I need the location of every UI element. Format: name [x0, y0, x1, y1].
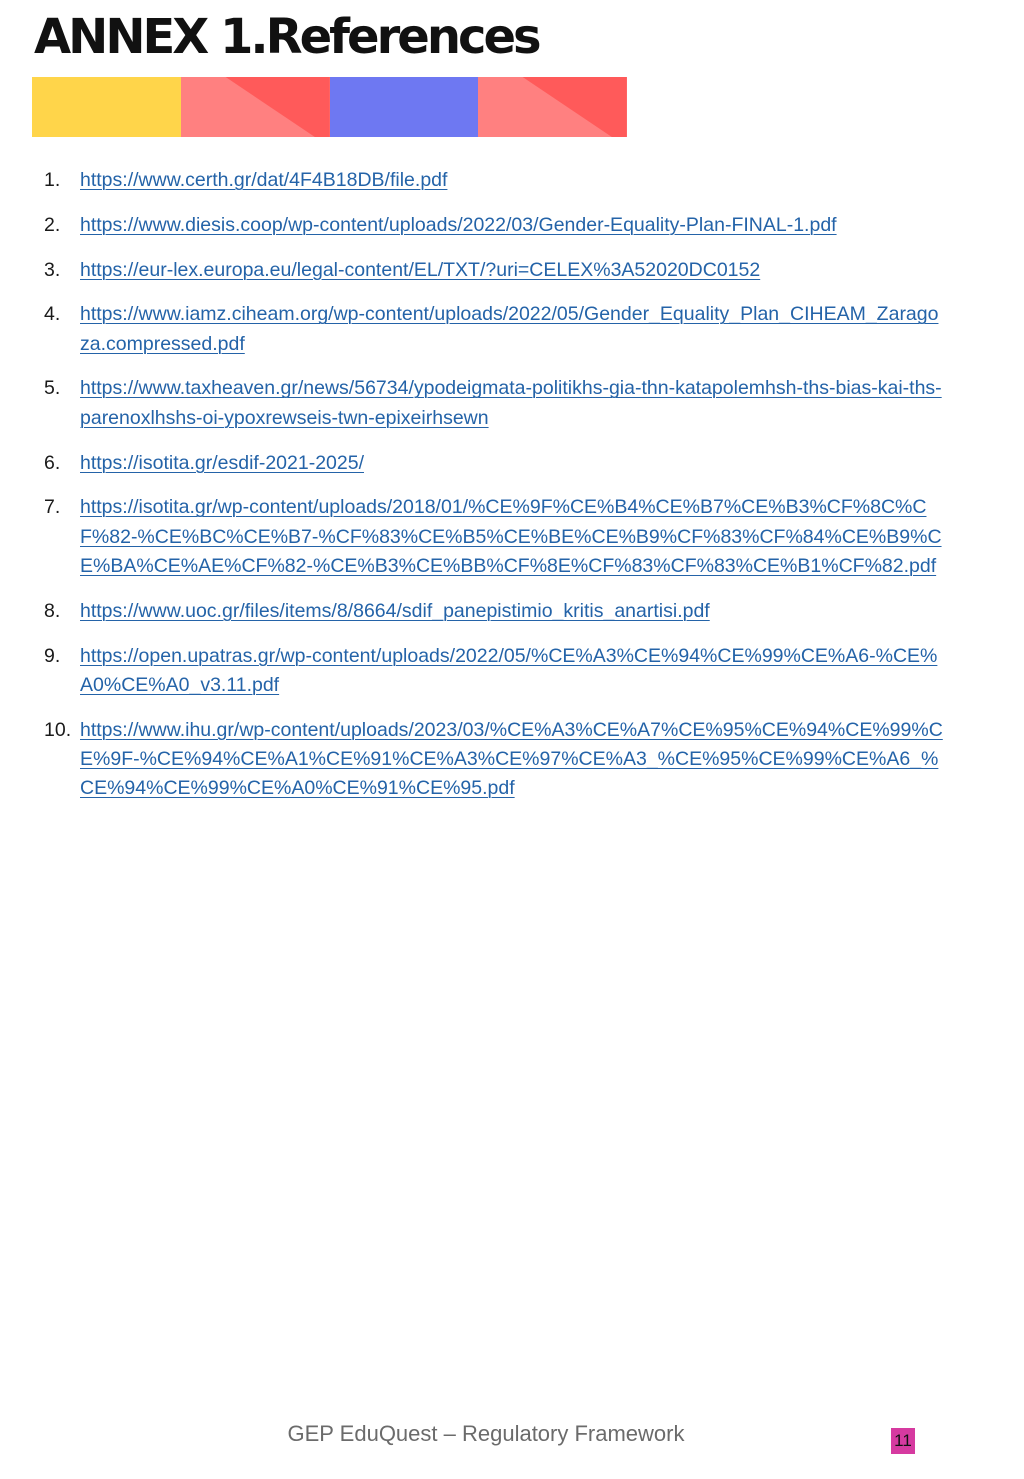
reference-item — [44, 166, 944, 195]
color-band-diagonal-shape — [478, 77, 627, 137]
color-band-segment — [181, 77, 330, 137]
reference-item — [44, 256, 944, 285]
reference-link[interactable]: https://isotita.gr/esdif-2021-2025/ — [80, 451, 364, 474]
reference-link[interactable]: https://open.upatras.gr/wp-content/uploads/2022/05/%CE%A3%CE%94%CE%99%CE%A6-%CE%A0%CE%A0_v3.11.pdf — [80, 644, 938, 696]
reference-item — [44, 449, 944, 478]
reference-link[interactable]: https://isotita.gr/wp-content/uploads/2018/01/%CE%9F%CE%B4%CE%B7%CE%B3%CF%8C%CF%82-%CE%BC%CE%B7-%CF%83%CE%B5%CE%BE%CE%B9%CF%83%CF%84%CE%B9%CE%BA%CE%AE%CF%82-%CE%B3%CE%BB%CF%8E%CF%83%CF%83%CE%B1%CF%82.pdf — [80, 496, 942, 577]
reference-item — [44, 374, 944, 433]
color-band-segment — [32, 77, 181, 137]
reference-number: 8. — [44, 599, 61, 622]
color-band-diagonal-triangle — [225, 77, 329, 137]
reference-number: 9. — [44, 644, 61, 667]
reference-number: 4. — [44, 303, 61, 326]
reference-item — [44, 300, 944, 359]
reference-item — [44, 211, 944, 240]
color-band-segment — [478, 77, 627, 137]
color-band-diagonal-shape — [181, 77, 330, 137]
reference-number: 3. — [44, 258, 61, 281]
reference-link[interactable]: https://eur-lex.europa.eu/legal-content/EL/TXT/?uri=CELEX%3A52020DC0152 — [80, 258, 761, 281]
decorative-color-band — [32, 77, 627, 137]
page-title: ANNEX 1.References — [34, 9, 539, 65]
reference-item — [44, 642, 944, 701]
page-number-badge: 11 — [891, 1428, 915, 1454]
reference-item — [44, 597, 944, 626]
footer-title: GEP EduQuest – Regulatory Framework — [287, 1421, 685, 1446]
reference-list — [44, 166, 944, 819]
color-band-segment — [330, 77, 479, 137]
reference-item — [44, 493, 944, 581]
reference-item — [44, 716, 944, 804]
color-band-diagonal-triangle — [523, 77, 627, 137]
reference-number: 1. — [44, 169, 61, 191]
reference-number: 10. — [44, 718, 72, 741]
reference-link[interactable]: https://www.uoc.gr/files/items/8/8664/sdif_panepistimio_kritis_anartisi.pdf — [80, 599, 710, 622]
reference-number: 5. — [44, 377, 61, 400]
reference-link[interactable]: https://www.certh.gr/dat/4F4B18DB/file.pdf — [80, 169, 448, 191]
reference-link[interactable]: https://www.taxheaven.gr/news/56734/ypodeigmata-politikhs-gia-thn-katapolemhsh-ths-bias-kai-ths-parenoxlhshs-oi-ypoxrewseis-twn-epixeirhsewn — [80, 377, 942, 429]
reference-number: 2. — [44, 213, 61, 236]
reference-link[interactable]: https://www.ihu.gr/wp-content/uploads/2023/03/%CE%A3%CE%A7%CE%95%CE%94%CE%99%CE%9F-%CE%94%CE%A1%CE%91%CE%A3%CE%97%CE%A3_%CE%95%CE%99%CE%A6_%CE%94%CE%99%CE%A0%CE%91%CE%95.pdf — [80, 718, 943, 800]
reference-number: 7. — [44, 496, 61, 519]
reference-number: 6. — [44, 451, 61, 474]
reference-link[interactable]: https://www.iamz.ciheam.org/wp-content/uploads/2022/05/Gender_Equality_Plan_CIHEAM_Zaragoza.compressed.pdf — [80, 303, 939, 355]
reference-link[interactable]: https://www.diesis.coop/wp-content/uploads/2022/03/Gender-Equality-Plan-FINAL-1.pdf — [80, 213, 837, 236]
